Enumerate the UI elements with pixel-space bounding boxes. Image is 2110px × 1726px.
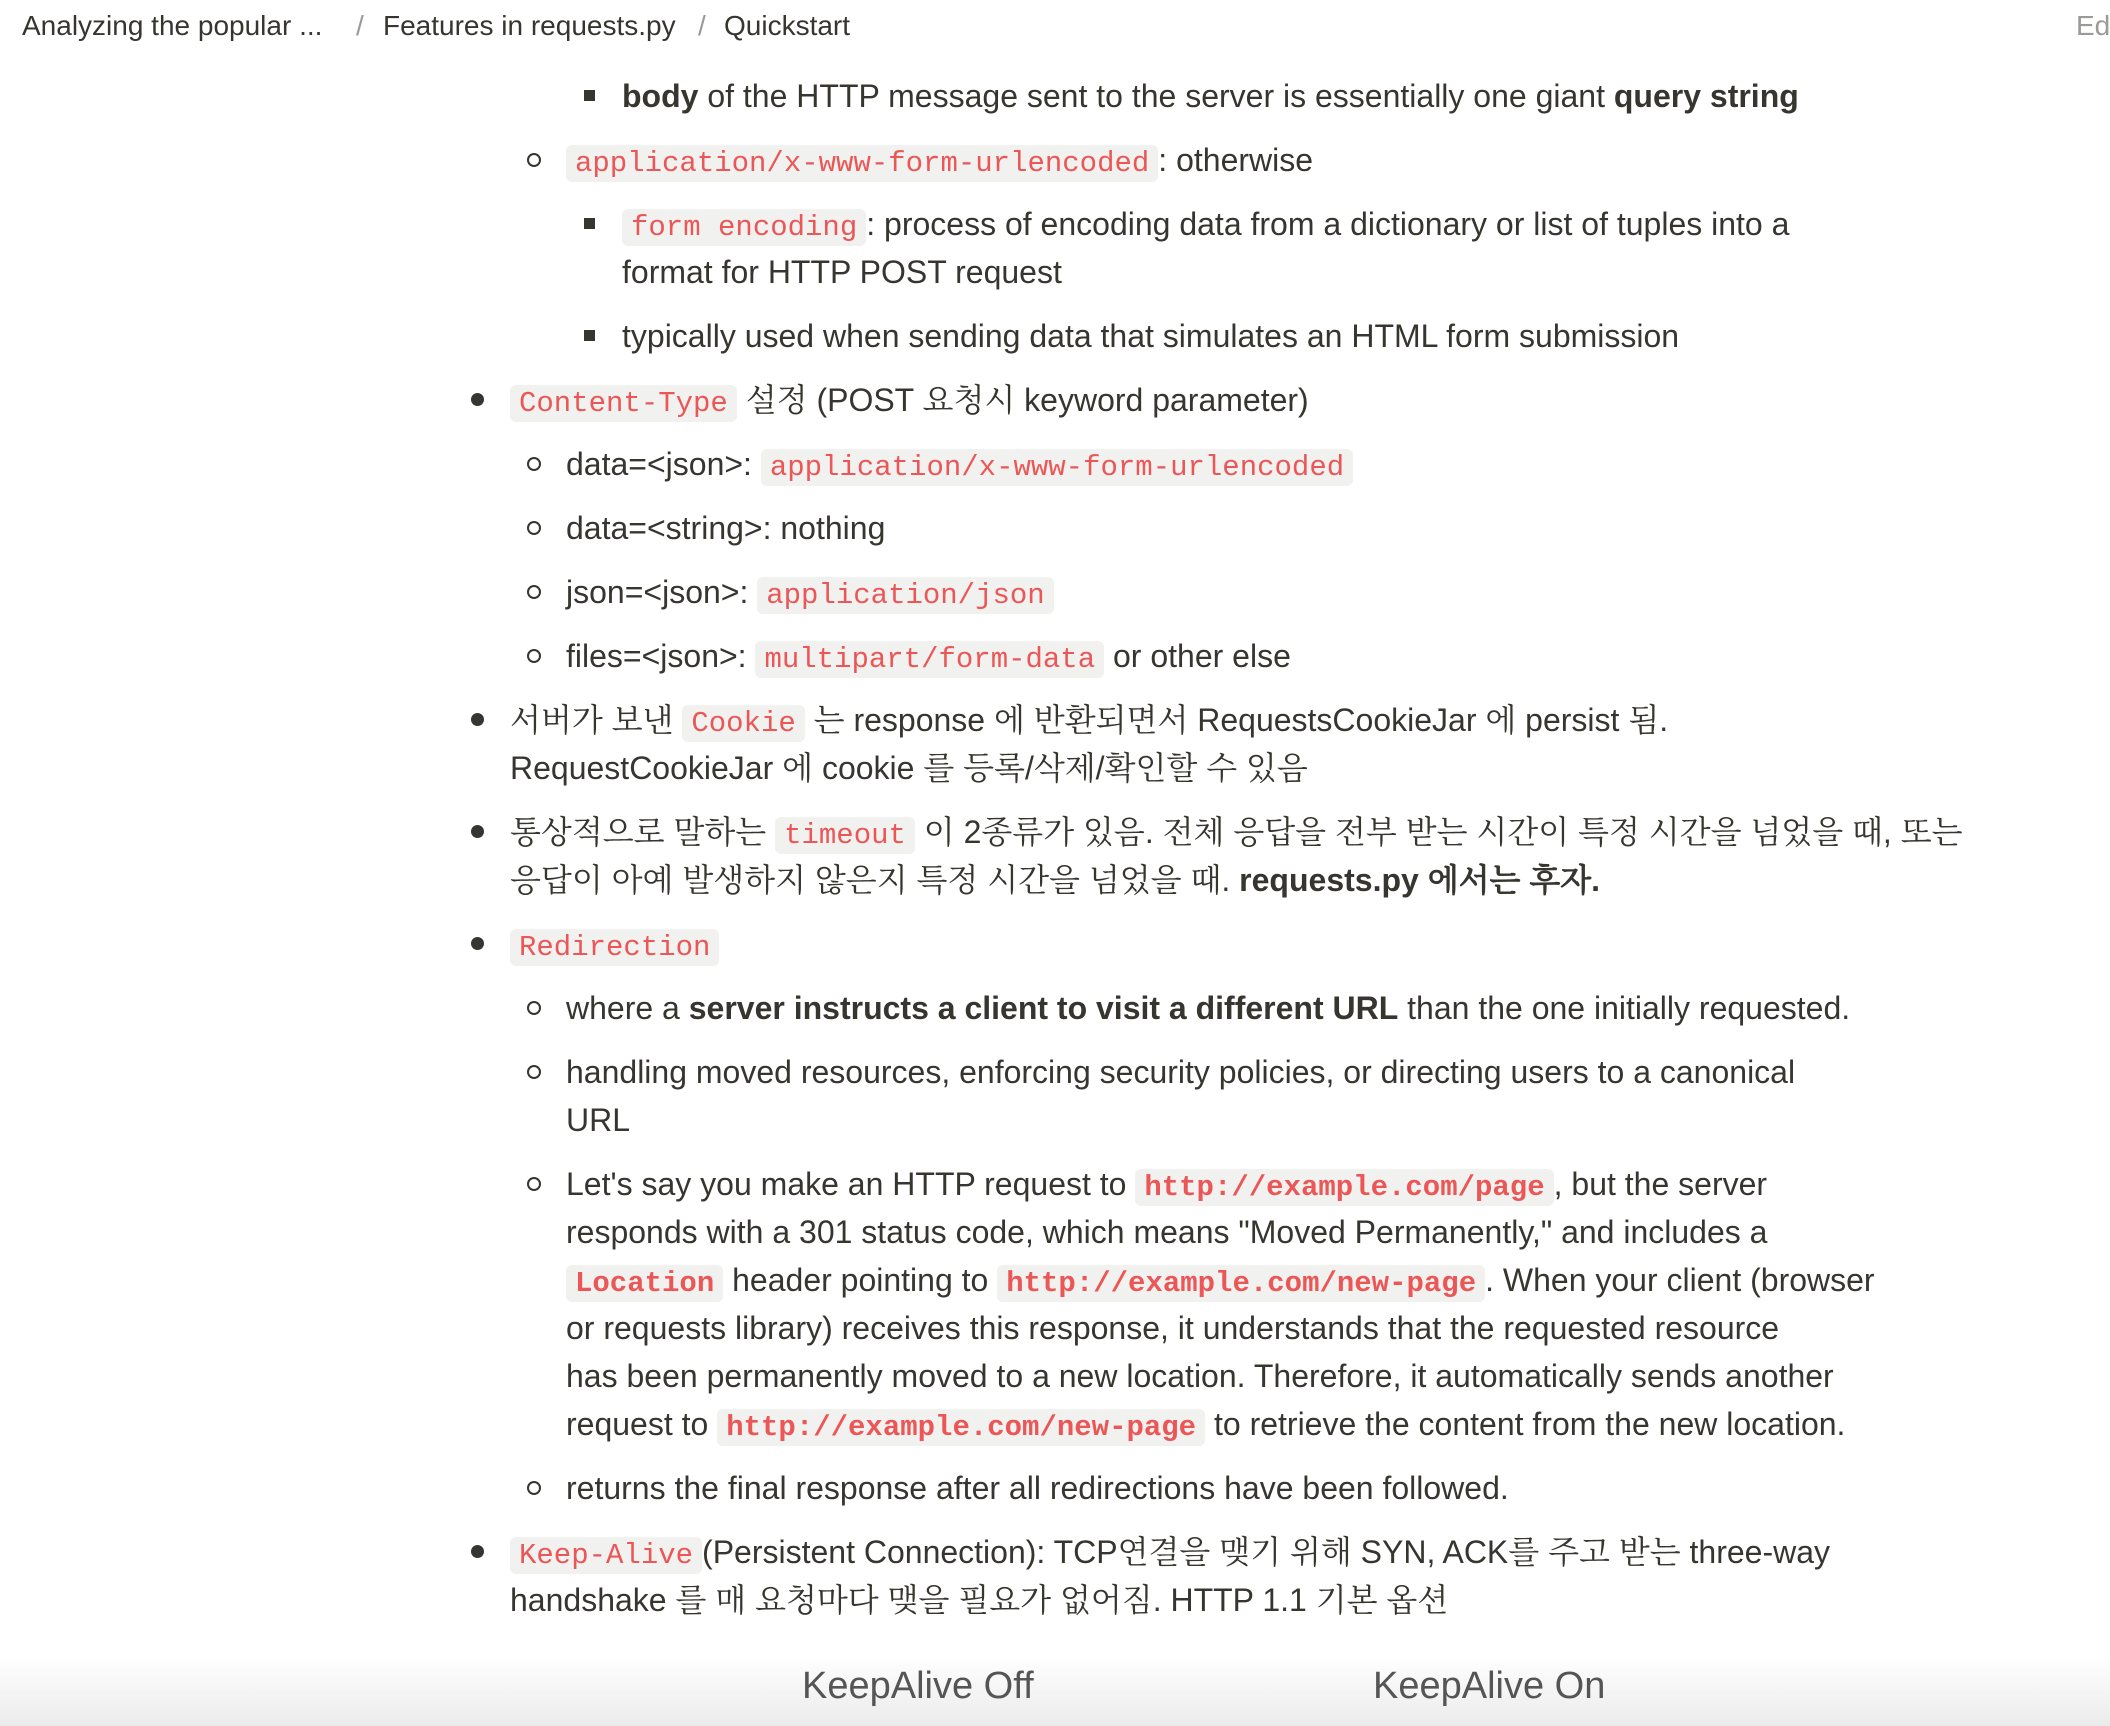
circle-bullet-icon <box>527 1065 541 1079</box>
breadcrumb-separator: / <box>356 10 364 41</box>
list-item-continued: Location header pointing to http://example.com/new-page . When your client (browser <box>566 1256 1875 1308</box>
list-item: form encoding : process of encoding data from a dictionary or list of tuples into a <box>622 200 1789 252</box>
disc-bullet-icon <box>471 393 484 406</box>
list-item: application/x-www-form-urlencoded : otherwise <box>566 136 1313 188</box>
list-item-continued: RequestCookieJar 에 cookie 를 등록/삭제/확인할 수 있음 <box>510 750 1308 786</box>
keepalive-figure <box>0 1655 2110 1726</box>
breadcrumb-item-analyzing[interactable]: Analyzing the popular ... <box>22 10 323 41</box>
circle-bullet-icon <box>527 1481 541 1495</box>
list-item-continued: has been permanently moved to a new location. Therefore, it automatically sends another <box>566 1358 1834 1394</box>
inline-code-url: http://example.com/page <box>1135 1169 1553 1206</box>
list-item: Redirection <box>510 920 719 972</box>
square-bullet-icon <box>584 90 595 101</box>
list-item: typically used when sending data that simulates an HTML form submission <box>622 318 1680 354</box>
circle-bullet-icon <box>527 521 541 535</box>
list-item-continued: request to http://example.com/new-page to retrieve the content from the new location. <box>566 1406 1846 1444</box>
list-item: Keep-Alive (Persistent Connection): TCP연결을 맺기 위해 SYN, ACK를 주고 받는 three-way <box>510 1528 1830 1580</box>
list-item: returns the final response after all redirections have been followed. <box>566 1470 1509 1506</box>
list-item-continued: URL <box>566 1102 631 1138</box>
square-bullet-icon <box>584 330 595 341</box>
list-item-continued: 응답이 아예 발생하지 않은지 특정 시간을 넘었을 때. requests.py 에서는 후자. <box>510 862 1601 898</box>
circle-bullet-icon <box>527 649 541 663</box>
list-item: handling moved resources, enforcing security policies, or directing users to a canonical <box>566 1054 1796 1090</box>
list-item-continued: or requests library) receives this response, it understands that the requested resource <box>566 1310 1780 1346</box>
disc-bullet-icon <box>471 825 484 838</box>
edit-button[interactable]: Ed <box>2076 10 2110 41</box>
circle-bullet-icon <box>527 457 541 471</box>
circle-bullet-icon <box>527 585 541 599</box>
circle-bullet-icon <box>527 1177 541 1191</box>
circle-bullet-icon <box>527 153 541 167</box>
disc-bullet-icon <box>471 1545 484 1558</box>
list-item: data=<string>: nothing <box>566 510 886 546</box>
breadcrumb-separator: / <box>698 10 706 41</box>
circle-bullet-icon <box>527 1001 541 1015</box>
breadcrumb-item-quickstart[interactable]: Quickstart <box>724 10 851 41</box>
list-item: data=<json>: application/x-www-form-urlencoded <box>566 440 1353 492</box>
list-item-continued: format for HTTP POST request <box>622 254 1062 290</box>
list-item: 통상적으로 말하는 timeout 이 2종류가 있음. 전체 응답을 전부 받는 시간이 특정 시간을 넘었을 때, 또는 <box>510 814 1963 852</box>
disc-bullet-icon <box>471 713 484 726</box>
list-item: Content-Type 설정 (POST 요청시 keyword parameter) <box>510 376 1309 428</box>
keepalive-on-label: KeepAlive On <box>1373 1665 1606 1707</box>
keepalive-off-label: KeepAlive Off <box>802 1665 1034 1707</box>
list-item: where a server instructs a client to visit a different URL than the one initially requested. <box>566 990 1851 1026</box>
breadcrumb-item-features[interactable]: Features in requests.py <box>383 10 676 41</box>
list-item: json=<json>: application/json <box>566 568 1054 620</box>
list-item: body of the HTTP message sent to the server is essentially one giant query string <box>622 78 1799 114</box>
list-item: files=<json>: multipart/form-data or other else <box>566 638 1291 676</box>
list-item: 서버가 보낸 Cookie 는 response 에 반환되면서 RequestsCookieJar 에 persist 됨. <box>510 702 1669 740</box>
disc-bullet-icon <box>471 937 484 950</box>
list-item: Let's say you make an HTTP request to http://example.com/page , but the server <box>566 1166 1768 1204</box>
list-item-continued: responds with a 301 status code, which means "Moved Permanently," and includes a <box>566 1214 1768 1250</box>
square-bullet-icon <box>584 218 595 229</box>
list-item-continued: handshake 를 매 요청마다 맺을 필요가 없어짐. HTTP 1.1 기본 옵션 <box>510 1582 1449 1618</box>
